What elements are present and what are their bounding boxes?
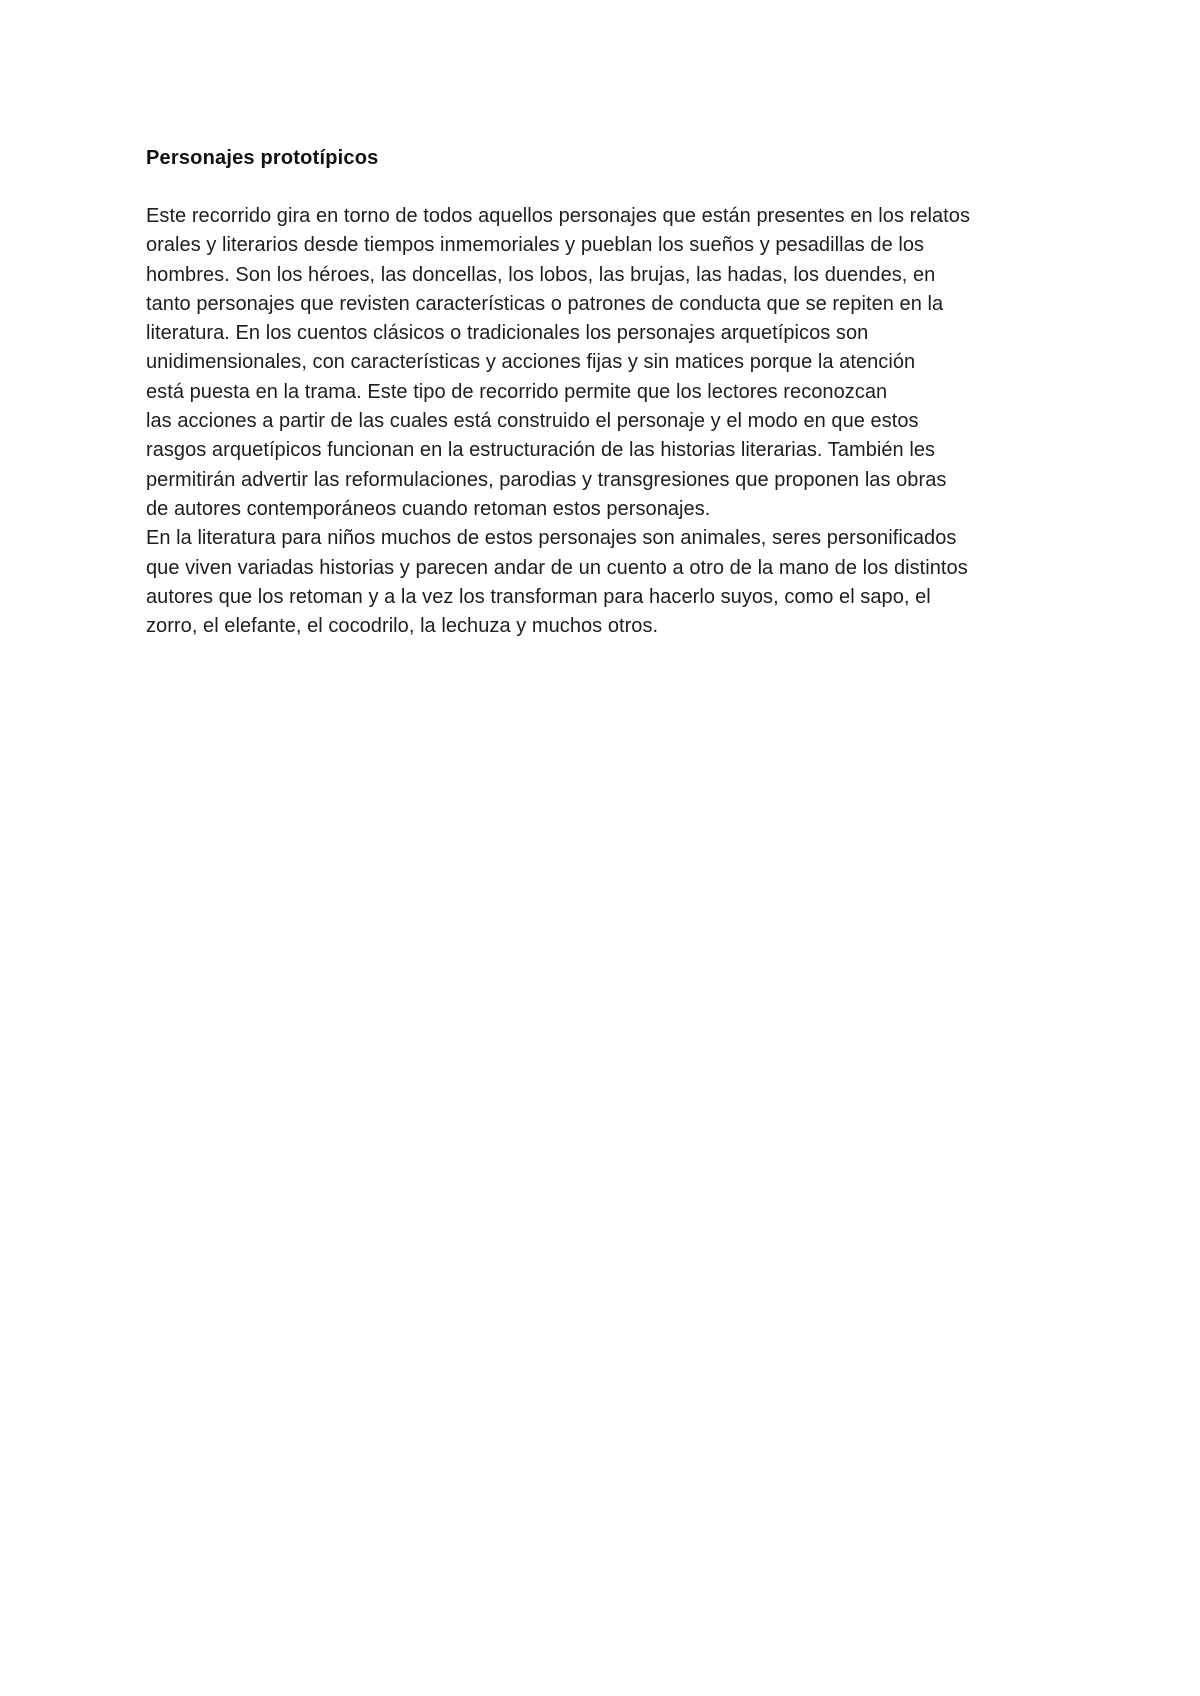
- blank-line: [146, 173, 1086, 202]
- document-title: Personajes prototípicos: [146, 147, 379, 169]
- text-line: permitirán advertir las reformulaciones, parodias y transgresiones que proponen las obras: [146, 468, 947, 491]
- text-line: de autores contemporáneos cuando retoman estos personajes.: [146, 497, 711, 520]
- text-line: las acciones a partir de las cuales está construido el personaje y el modo en que estos: [146, 410, 919, 433]
- text-line: unidimensionales, con características y acciones fijas y sin matices porque la atención: [146, 351, 916, 374]
- text-line: hombres. Son los héroes, las doncellas, los lobos, las brujas, las hadas, los duendes, en: [146, 263, 936, 286]
- body-text: [146, 202, 1086, 641]
- text-line: En la literatura para niños muchos de estos personajes son animales, seres personificados: [146, 527, 957, 550]
- text-line: Este recorrido gira en torno de todos aquellos personajes que están presentes en los relatos: [146, 205, 970, 227]
- text-line: zorro, el elefante, el cocodrilo, la lechuza y muchos otros.: [146, 615, 659, 638]
- document-body: [146, 144, 1086, 641]
- text-line: está puesta en la trama. Este tipo de recorrido permite que los lectores reconozcan: [146, 380, 888, 403]
- text-line: autores que los retoman y a la vez los transforman para hacerlo suyos, como el sapo, el: [146, 585, 931, 608]
- text-line: literatura. En los cuentos clásicos o tradicionales los personajes arquetípicos son: [146, 322, 869, 345]
- text-line: que viven variadas historias y parecen andar de un cuento a otro de la mano de los distintos: [146, 556, 968, 579]
- text-line: rasgos arquetípicos funcionan en la estructuración de las historias literarias. También les: [146, 439, 936, 462]
- text-line: tanto personajes que revisten características o patrones de conducta que se repiten en la: [146, 292, 944, 315]
- text-line: orales y literarios desde tiempos inmemoriales y pueblan los sueños y pesadillas de los: [146, 234, 925, 257]
